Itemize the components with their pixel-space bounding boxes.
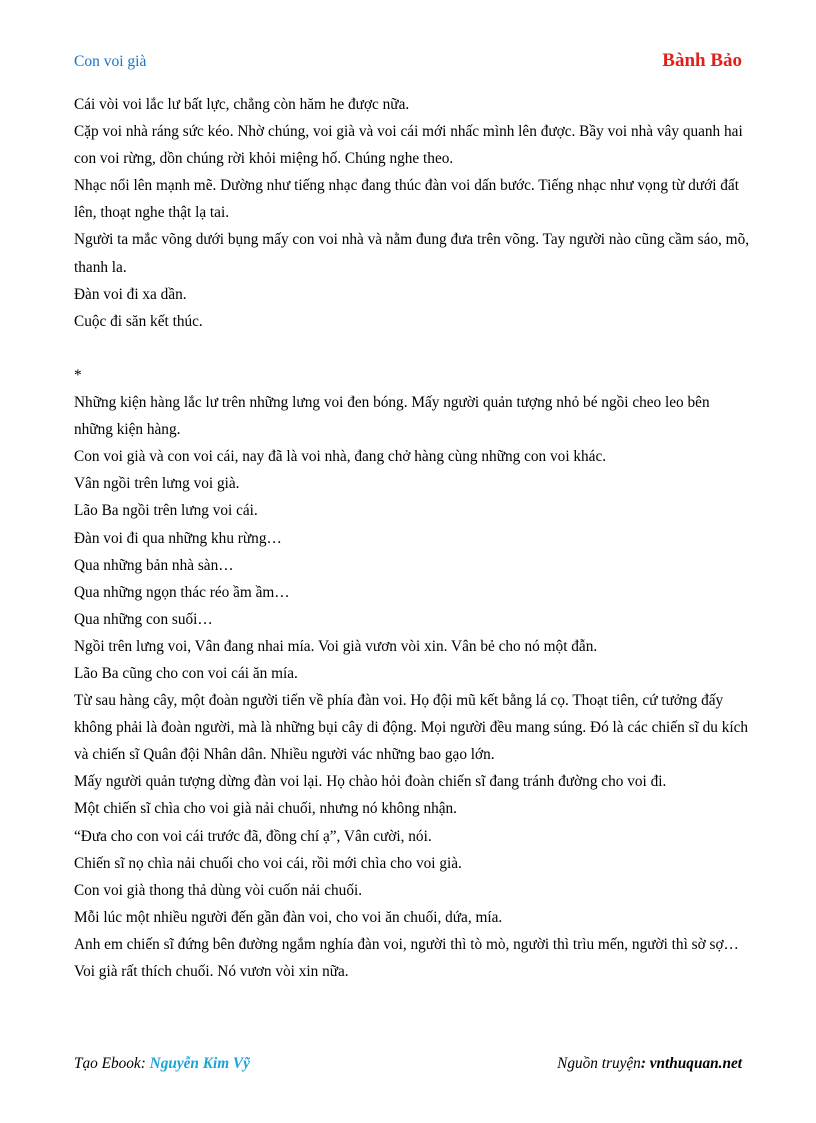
paragraph: Mấy người quản tượng dừng đàn voi lại. Họ chào hỏi đoàn chiến sĩ đang tránh đường cho voi đi. bbox=[74, 773, 667, 791]
source-label: Nguồn truyện bbox=[557, 1055, 641, 1072]
paragraph: Một chiến sĩ chìa cho voi già nải chuối, nhưng nó không nhận. bbox=[74, 800, 457, 818]
paragraph: Con voi già thong thả dùng vòi cuốn nải chuối. bbox=[74, 881, 363, 899]
ebook-credit bbox=[74, 1055, 250, 1073]
page-header bbox=[74, 50, 742, 76]
story-body bbox=[74, 91, 750, 985]
paragraph: Cuộc đi săn kết thúc. bbox=[74, 312, 203, 330]
paragraph: Voi già rất thích chuối. Nó vươn vòi xin nữa. bbox=[74, 963, 349, 980]
source-separator: : bbox=[640, 1055, 650, 1072]
paragraph: Từ sau hàng cây, một đoàn người tiến về phía đàn voi. Họ đội mũ kết bằng lá cọ. Thoạt tiên, cứ tưởng đấy không phải là đoàn người, mà là những bụi cây di động. Mọi người đều mang súng. Đó là các chiến sĩ du kích và chiến sĩ Quân đội Nhân dân. Nhiều người vác những bao gạo lớn. bbox=[74, 692, 749, 764]
ebook-label: Tạo Ebook bbox=[74, 1055, 141, 1072]
paragraph: Qua những ngọn thác réo ầm ầm… bbox=[74, 583, 290, 601]
paragraph: Con voi già và con voi cái, nay đã là voi nhà, đang chở hàng cùng những con voi khác. bbox=[74, 448, 607, 466]
author-name: Bành Bảo bbox=[662, 50, 742, 71]
paragraph: Lão Ba cũng cho con voi cái ăn mía. bbox=[74, 664, 298, 682]
paragraph: Đàn voi đi qua những khu rừng… bbox=[74, 529, 282, 547]
paragraph: Cặp voi nhà ráng sức kéo. Nhờ chúng, voi già và voi cái mới nhấc mình lên được. Bầy voi nhà vây quanh hai con voi rừng, dồn chúng rời khỏi miệng hố. Chúng nghe theo. bbox=[74, 123, 743, 168]
paragraph: Qua những con suối… bbox=[74, 610, 213, 628]
paragraph: Đàn voi đi xa dần. bbox=[74, 285, 187, 303]
source-credit bbox=[557, 1055, 742, 1073]
paragraph: Nhạc nổi lên mạnh mẽ. Dường như tiếng nhạc đang thúc đàn voi dấn bước. Tiếng nhạc như vọng từ dưới đất lên, thoạt nghe thật lạ tai. bbox=[74, 177, 739, 222]
paragraph: Mỗi lúc một nhiều người đến gần đàn voi, cho voi ăn chuối, dứa, mía. bbox=[74, 908, 503, 926]
page-footer bbox=[74, 1055, 742, 1077]
paragraph: Vân ngồi trên lưng voi già. bbox=[74, 475, 240, 493]
paragraph: Những kiện hàng lắc lư trên những lưng voi đen bóng. Mấy người quản tượng nhỏ bé ngồi cheo leo bên những kiện hàng. bbox=[74, 394, 710, 439]
paragraph: Lão Ba ngồi trên lưng voi cái. bbox=[74, 502, 258, 520]
paragraph: “Đưa cho con voi cái trước đã, đồng chí ạ”, Vân cười, nói. bbox=[74, 827, 432, 845]
paragraph: Chiến sĩ nọ chìa nải chuối cho voi cái, rồi mới chìa cho voi già. bbox=[74, 854, 462, 872]
book-title: Con voi già bbox=[74, 53, 147, 70]
blank-line bbox=[74, 335, 750, 362]
paragraph: Anh em chiến sĩ đứng bên đường ngắm nghía đàn voi, người thì tò mò, người thì trìu mến, người thì sờ sợ… bbox=[74, 935, 739, 953]
ebook-creator: Nguyễn Kim Vỹ bbox=[149, 1055, 250, 1072]
paragraph: Qua những bản nhà sàn… bbox=[74, 556, 234, 574]
ebook-separator: : bbox=[140, 1055, 150, 1072]
paragraph: Ngồi trên lưng voi, Vân đang nhai mía. Voi già vươn vòi xin. Vân bẻ cho nó một đẫn. bbox=[74, 637, 598, 655]
paragraph: Người ta mắc võng dưới bụng mấy con voi nhà và nằm đung đưa trên võng. Tay người nào cũng cầm sáo, mõ, thanh la. bbox=[74, 231, 750, 276]
section-separator: * bbox=[74, 366, 82, 384]
source-site: vnthuquan.net bbox=[649, 1055, 742, 1072]
paragraph: Cái vòi voi lắc lư bất lực, chẳng còn hăm he được nữa. bbox=[74, 96, 410, 113]
